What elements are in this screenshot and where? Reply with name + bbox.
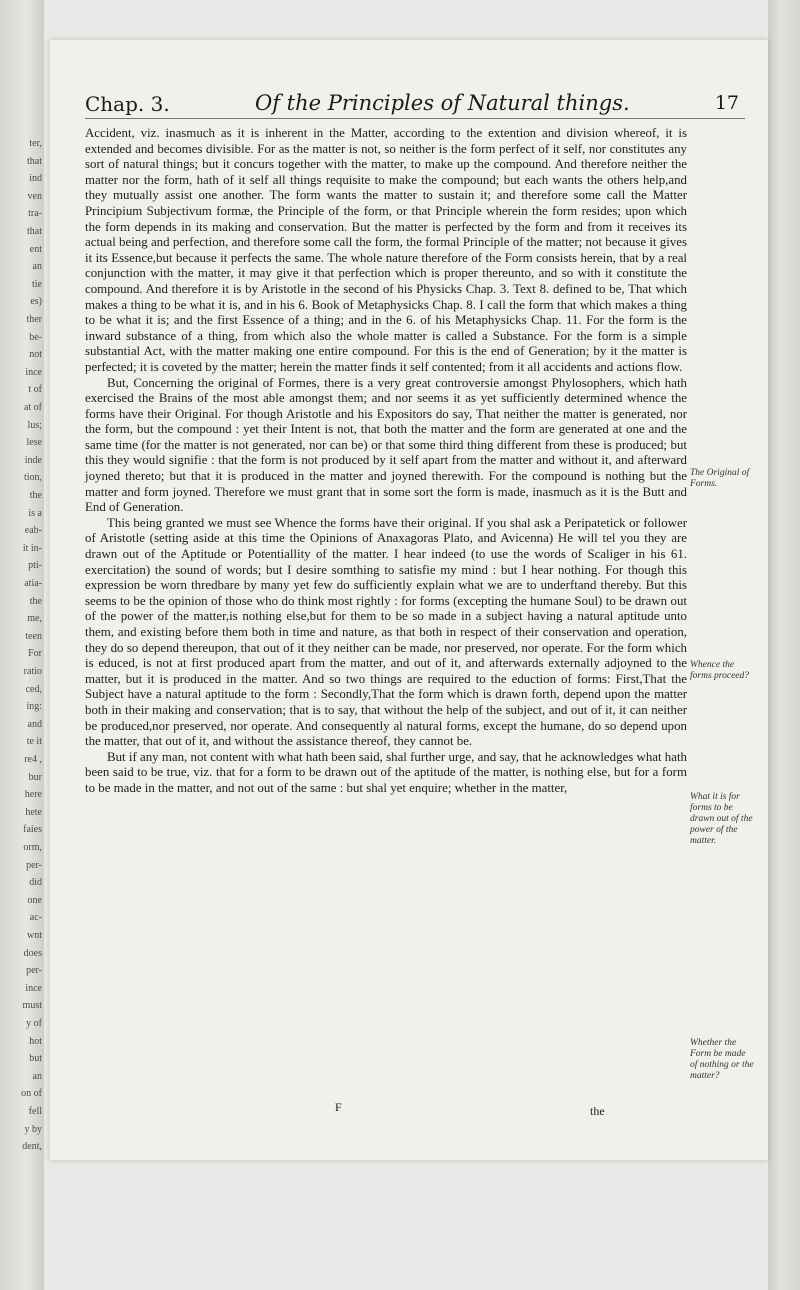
facing-page-fragment: te it bbox=[26, 736, 42, 748]
facing-page-fragment: ince bbox=[25, 366, 42, 378]
paragraph: But, Concerning the original of Formes, there is a very great controversie amongst Phylosophers, which hath exercised the Brains of the most able amongst them; and nor seems it as yet sufficiently determined whence the forms have their Original. For though Aristotle and his Expositors do say, That neither the matter is generated, nor the form, but the compound : yet their Intent is not, that both the matter and the form are generated at one and the same time (for the matter is not generated, nor can be) or that some third thing different from these is produced; but this they would signifie : that the form is not produced by it self apart from the matter and without it, and afterward joyned thereto; but that it is produced in the matter and joyned therewith. For the compound is nothing but the matter and form joyned. Therefore we must grant that in some sort the form is made, inasmuch as it is the Butt and End of Generation. bbox=[85, 375, 687, 515]
facing-page-fragment: bur bbox=[28, 771, 42, 783]
facing-page-fragment: one bbox=[27, 894, 42, 906]
facing-page-fragment: lus; bbox=[27, 419, 42, 431]
facing-page-fragment: but bbox=[29, 1053, 42, 1065]
margin-note: Whence the forms proceed? bbox=[690, 660, 750, 681]
facing-page-fragment: For bbox=[28, 648, 42, 660]
facing-page-fragment: dent, bbox=[22, 1141, 42, 1153]
margin-note: The Original of Forms. bbox=[690, 468, 750, 489]
margin-note: Whether the Form be made of nothing or the matter? bbox=[690, 1038, 754, 1081]
facing-page-fragment: t of bbox=[28, 384, 42, 396]
signature-mark: F bbox=[335, 1100, 342, 1114]
facing-page-fragment: atia- bbox=[24, 578, 42, 589]
facing-page-fragment: ratio bbox=[23, 666, 42, 677]
facing-page-fragment: and bbox=[27, 718, 42, 730]
facing-page-fragment: eab- bbox=[24, 525, 42, 537]
facing-page-fragment: faies bbox=[23, 824, 42, 836]
facing-page-edge-right bbox=[768, 0, 800, 1290]
facing-page-fragment: re4 , bbox=[24, 754, 42, 765]
facing-page-fragment: y of bbox=[26, 1018, 42, 1029]
facing-page-fragment: at of bbox=[23, 402, 42, 413]
facing-page-fragment: did bbox=[29, 877, 42, 889]
running-title: Of the Principles of Natural things. bbox=[255, 91, 630, 115]
paragraph: This being granted we must see Whence the forms have their original. If you shal ask a Peripatetick or follower of Aristotle (setting aside at this time the Opinions of Anaxagoras Plato, and Avicenna) He will tel you they are drawn out of the Aptitude or Potentiallity of the matter. I hear indeed (to use the words of Scaliger in his 61. exercitation) the sound of words; but I desire somthing to satisfie my mind : but I hear nothing. For though this expression be worn thredbare by many yet few do sufficiently explain what we are to underftand thereby. But this seems to be the opinion of those who do think most rightly : for forms (excepting the humane Soul) to be drawn out of the power of the matter,is nothing else,but for them to be so made in a subject having a natural aptitude unto them, and existing before them both in time and nature, as that both in respect of their conservation and operation, they do so depend thereupon, that out of it they neither can be made, nor preserved, nor operate. For the form which is educed, is not at first produced apart from the matter, and out of it, and afterwards externally adjoyned to the matter, but it is produced in the matter. And so two things are required to the eduction of forms: First,That the Subject have a natural aptitude to the form : Secondly,That the form which is drawn forth, depend upon the matter both in their making and conservation; that is to say, that without the help of the subject, and out of it, it can neither be produced,nor preserved, nor operate. And consequently al natural forms, except the humane, do so depend upon the matter, that out of it, and without the assistance thereof, they cannot be. bbox=[85, 515, 687, 749]
facing-page-fragment: that bbox=[27, 155, 42, 167]
facing-page-fragment: tie bbox=[32, 278, 42, 290]
facing-page-fragment: an bbox=[32, 261, 42, 273]
facing-page-fragment: ac- bbox=[29, 912, 42, 924]
facing-page-fragment: must bbox=[22, 1000, 42, 1012]
facing-page-fragment: me, bbox=[27, 613, 42, 625]
facing-page-fragment: wnt bbox=[27, 930, 42, 941]
chapter-number: Chap. 3. bbox=[85, 92, 170, 116]
facing-page-fragment: y by bbox=[24, 1123, 42, 1135]
facing-page-fragment: lese bbox=[26, 437, 42, 449]
facing-page-fragment: tra- bbox=[28, 208, 42, 220]
facing-page-fragment: orm, bbox=[23, 842, 42, 853]
facing-page-fragment: ent bbox=[29, 243, 42, 255]
facing-page-fragment: not bbox=[29, 349, 42, 361]
facing-page-fragment: ind bbox=[29, 173, 42, 185]
facing-page-fragment: that bbox=[27, 226, 42, 237]
facing-page-fragment: be- bbox=[29, 331, 42, 343]
catchword: the bbox=[590, 1104, 605, 1118]
facing-page-fragment: es) bbox=[30, 296, 42, 308]
facing-page-fragment: does bbox=[23, 947, 42, 959]
facing-page-fragment: teen bbox=[25, 630, 42, 642]
facing-page-fragment: inde bbox=[24, 454, 42, 466]
facing-page-fragment: the bbox=[29, 490, 42, 501]
facing-page-fragment: tion, bbox=[23, 472, 42, 484]
running-head bbox=[85, 92, 745, 119]
facing-page-fragment: per- bbox=[26, 859, 42, 871]
facing-page-fragment: it in- bbox=[22, 542, 42, 554]
facing-page-fragment: pti- bbox=[28, 560, 42, 572]
facing-page-fragment: per- bbox=[26, 965, 42, 977]
facing-page-fragment: here bbox=[24, 789, 42, 801]
body-text bbox=[85, 126, 687, 797]
facing-page-fragment: fell bbox=[28, 1106, 42, 1117]
margin-note: What it is for forms to be drawn out of the power of the matter. bbox=[690, 792, 753, 846]
facing-page-fragment: ther bbox=[26, 314, 42, 325]
paragraph: Accident, viz. inasmuch as it is inherent in the Matter, according to the extention and division whereof, it is extended and becomes divisible. For as the matter is not, so neither is the form perfect of it self, nor constitutes any sort of natural things; but it concurs together with the matter, to make up the compound. And therefore neither the matter nor the form, hath of it self all things requisite to make the compound; but each wants the others help,and they mutually assist one another. The form wants the matter to sustain it; and therefore some call the Matter Principium Subjectivum formæ, the Principle of the form, or that Principle wherein the form resides; upon which the form depends in its making and conservation. But the matter is perfected by the form and from it receives its actual being and perfection, and therefore some call the form, the formal Principle of the matter; not because it gives it its Essence,but because it perfects the same. The whole nature therefore of the Form consists herein, that by a real conjunction with the matter, it may give it that perfection which is proper thereunto, and so with it constitute the compound. And therefore it is by Aristotle in the second of his Physicks Chap. 3. Text 8. defined to be, That which makes a thing to be what it is, and in his 6. Book of Metaphysicks Chap. 8. I call the form that which makes a thing to be what it is; and the first Essence of a thing; and in the 6. of his Metaphysicks Chap. 11. For the form is the inward substance of a thing, from which also the whole matter is called a Substance. For the form is a simple substantial Act, with the matter making one entire compound. For this is the end of Generation; by it the matter is perfected; it is coveted by the matter; herein the matter finds it self contented; from it all accidents and actions flow. bbox=[85, 126, 687, 374]
facing-page-fragment: ced, bbox=[25, 683, 42, 695]
facing-page-fragment: the bbox=[29, 595, 42, 607]
facing-page-fragment: ven bbox=[27, 190, 42, 202]
facing-page-fragment: an bbox=[32, 1070, 42, 1082]
paragraph: But if any man, not content with what hath been said, shal further urge, and say, that he acknowledges what hath been said to be true, viz. that for a form to be drawn out of the aptitude of the matter, is nothing else, but for a form to be made in the matter, and not out of the same : but shal yet enquire; whether in the matter, bbox=[85, 749, 687, 795]
facing-page-fragment: ing: bbox=[26, 701, 42, 713]
facing-page-fragment: hete bbox=[25, 806, 42, 818]
facing-page-fragment: ter, bbox=[29, 138, 42, 149]
facing-page-edge bbox=[0, 0, 44, 1290]
facing-page-fragment: on of bbox=[21, 1088, 42, 1100]
facing-page-fragment: ince bbox=[25, 982, 42, 994]
page-number: 17 bbox=[714, 92, 739, 114]
facing-page-fragment: hot bbox=[29, 1035, 42, 1047]
facing-page-fragment: is a bbox=[28, 507, 42, 519]
